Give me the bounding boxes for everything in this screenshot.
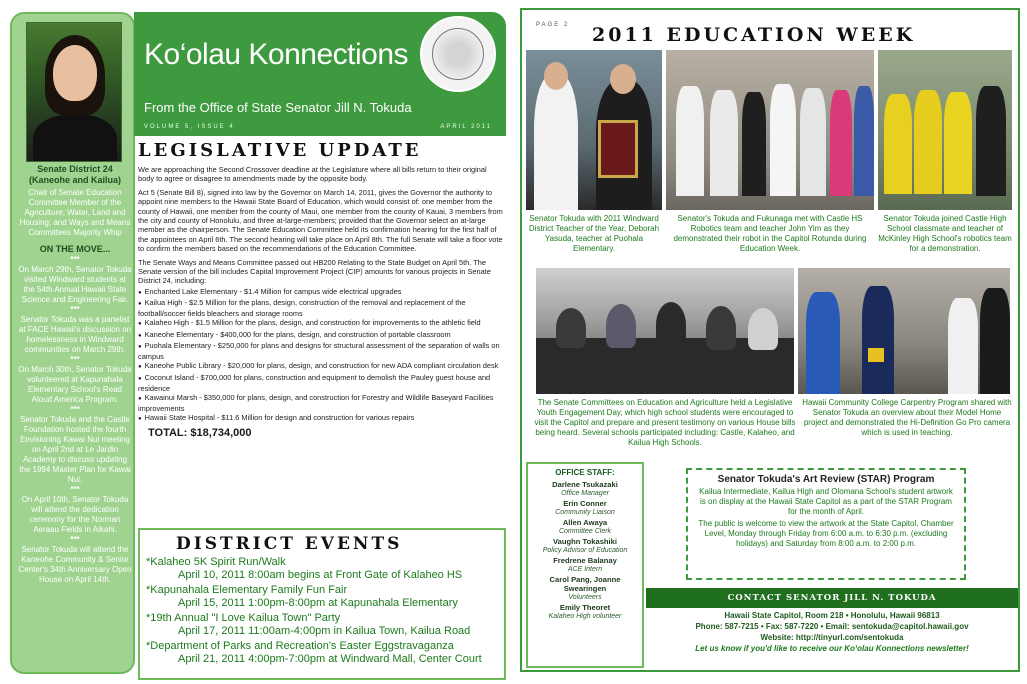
sidebar-item: Senator Tokuda was a panelist at FACE Hawaii's discussion on homelessness in Windward communities on March 29th. <box>18 315 132 354</box>
legislative-update-section <box>138 140 504 439</box>
separator: *** <box>70 355 80 364</box>
star-program-box <box>686 468 966 580</box>
newsletter-page-2 <box>520 8 1020 672</box>
state-seal-icon <box>420 16 496 92</box>
photo-caption: Senator Tokuda with 2011 Windward District Teacher of the Year, Deborah Yasuda, teacher at Puohala Elementary. <box>528 214 660 253</box>
separator: *** <box>70 255 80 264</box>
masthead <box>134 12 506 136</box>
photo-mckinley-robotics <box>878 50 1012 210</box>
separator: *** <box>70 405 80 414</box>
photo-caption: The Senate Committees on Education and Agriculture held a Legislative Youth Engagement Day, which high school students were encouraged to visit the Capitol and prepare and present testimony on various House bills being heard. Several schools participated including: Castle, Kalaheo, and Kailua High Schools. <box>534 398 796 447</box>
separator: *** <box>70 485 80 494</box>
event-date: April 17, 2011 11:00am-4:00pm in Kailua Town, Kailua Road <box>178 625 471 637</box>
event-date: April 15, 2011 1:00pm-8:00pm at Kapunahala Elementary <box>178 597 458 609</box>
sidebar-item: On April 10th, Senator Tokuda will attend the dedication ceremony for the Norman Aeraau Fields in Aikahi. <box>21 495 129 534</box>
separator: *** <box>70 305 80 314</box>
office-staff-heading: OFFICE STAFF: <box>555 468 615 477</box>
sidebar-item: On March 30th, Senator Tokuda volunteered at Kapunahala Elementary School's Read Aloud America Program. <box>18 365 132 404</box>
event-title: *Kapunahala Elementary Family Fun Fair <box>146 584 348 596</box>
event-date: April 10, 2011 8:00am begins at Front Gate of Kalaheo HS <box>178 569 463 581</box>
contact-heading: CONTACT SENATOR JILL N. TOKUDA <box>646 588 1018 608</box>
cip-list <box>138 287 504 425</box>
paragraph: Act 5 (Senate Bill 8), signed into law by the Governor on March 14, 2011, gives the Governor the authority to appoint nine members to the Hawaii State Board of Education, which would consist of: one member from the county of Hawaii, one member from the county of Maui, one member from the county of Kauai, 3 members from the city and county of Honolulu, and three at-large-members; provided that the Governor select an at-large member as the chairperson. The Senate Education Committee held its confirmation hearing for the first half of the appointees on April 6th. The second hearing will take place on April 8th. The full Senate will take a floor vote to confirm the members based on the recommendations of the Education Committee. <box>138 187 503 254</box>
education-week-heading: 2011 EDUCATION WEEK <box>592 24 916 46</box>
paragraph: Kailua Intermediate, Kailua High and Olomana School's student artwork is on display at the Hawaii State Capitol as a part of the STAR Program for the month of April. <box>699 487 953 516</box>
list-item: ● Kailua High - $2.5 Million for the plans, design, construction of the removal and replacement of the football/soccer fields bleachers and storage rooms <box>138 298 504 318</box>
staff-role: Kalaheo High volunteer <box>548 613 622 620</box>
sidebar-item: Senator Tokuda will attend the Kaneohe Community & Senior Center's 34th Anniversary Open House on April 14th. <box>18 545 132 584</box>
district-events-heading: DISTRICT EVENTS <box>176 534 403 554</box>
staff-role: Committee Clerk <box>558 528 612 535</box>
photo-youth-engagement-day <box>536 268 794 394</box>
senator-roles: Chair of Senate Education Committee Member of the Agriculture; Water, Land and Housing; and Ways and Means Committees Majority Whip <box>19 188 131 237</box>
issue-date: APRIL 2011 <box>440 124 492 130</box>
list-item: ● Coconut Island - $700,000 for plans, construction and equipment to demolish the Pauley guest house and residence <box>138 373 504 393</box>
list-item: ● Hawaii State Hospital - $11.6 Million for design and construction for various repairs <box>138 413 504 424</box>
newsletter-title: Ko‘olau Konnections <box>144 38 409 71</box>
photo-robotics-team <box>666 50 874 210</box>
newsletter-note: Let us know if you'd like to receive our Ko‘olau Konnections newsletter! <box>695 644 969 653</box>
staff-name: Emily Theoret <box>559 603 611 612</box>
photo-teacher-of-year <box>526 50 662 210</box>
staff-role: Community Liaison <box>555 509 615 516</box>
district-title: Senate District 24 (Kaneohe and Kailua) <box>28 164 121 185</box>
volume-issue: VOLUME 5, ISSUE 4 <box>144 124 235 130</box>
senator-photo <box>26 22 122 162</box>
on-the-move-heading: ON THE MOVE... <box>39 244 111 254</box>
contact-info <box>646 610 1018 654</box>
cip-total: TOTAL: $18,734,000 <box>148 426 252 439</box>
contact-phone-email: Phone: 587-7215 • Fax: 587-7220 • Email: sentokuda@capitol.hawaii.gov <box>695 622 969 631</box>
list-item: ● Kaneohe Public Library - $20,000 for plans, design, and construction for new ADA compliant circulation desk <box>138 361 504 372</box>
newsletter-page-1 <box>6 8 506 676</box>
paragraph: We are approaching the Second Crossover deadline at the Legislature where all bills return to their original body to agree or disagree to amendments made by the opposite body. <box>138 165 487 184</box>
staff-role: Volunteers <box>568 594 602 601</box>
event-title: *Department of Parks and Recreation's Easter Eggstravaganza <box>146 640 454 652</box>
staff-role: Policy Advisor of Education <box>542 547 628 554</box>
sidebar-item: On March 29th, Senator Tokuda visited Windward students at the 54th Annual Hawaii State Science and Engineering Fair. <box>18 265 132 304</box>
staff-role: Office Manager <box>561 490 609 497</box>
sidebar-item: Senator Tokuda and the Castle Foundation hosted the fourth Envisioning Kawai Nui meeting on April 2nd at Le Jardin Academy to discuss updating the 1994 Master Plan for Kawai Nui. <box>19 415 131 484</box>
list-item: ● Enchanted Lake Elementary - $1.4 Million for campus wide electrical upgrades <box>138 287 504 298</box>
photo-caption: Senator Tokuda joined Castle High School classmate and teacher of McKinley High School's robotics team for a demonstration. <box>878 214 1012 253</box>
office-staff-box <box>526 462 644 668</box>
staff-name: Darlene Tsukazaki <box>552 480 618 489</box>
separator: *** <box>70 535 80 544</box>
photo-caption: Hawaii Community College Carpentry Program shared with Senator Tokuda an overview about their Model Home project and demonstrated the Hi-Definition Go Pro camera which is used in teaching. <box>802 398 1012 437</box>
staff-name: Carol Pang, Joanne Swearingen <box>549 575 621 593</box>
staff-role: ACE Intern <box>567 566 603 573</box>
list-item: ● Kaneohe Elementary - $400,000 for the plans, design, and construction of portable classroom <box>138 330 504 341</box>
paragraph: The Senate Ways and Means Committee passed out HB200 Relating to the State Budget on April 5th. The Senate version of the bill includes Capital Improvement Project (CIP) amounts for various projects in Senate District 24, including: <box>138 257 491 286</box>
staff-name: Erin Conner <box>563 499 607 508</box>
photo-caption: Senator's Tokuda and Fukunaga met with Castle HS Robotics team and teacher John Yim as they demonstrated their robot in the Capitol Rotunda during Education Week. <box>673 214 867 253</box>
list-item: ● Kalaheo High - $1.5 Million for the plans, design, and construction for improvements to the athletic field <box>138 318 504 329</box>
staff-name: Vaughn Tokashiki <box>553 537 617 546</box>
event-title: *Kalaheo 5K Spirit Run/Walk <box>146 556 286 568</box>
district-events-section <box>138 528 506 680</box>
list-item: ● Puohala Elementary - $250,000 for plans and designs for structural assessment of the separation of walls on campus <box>138 341 504 361</box>
contact-website: Website: http://tinyurl.com/sentokuda <box>760 633 904 642</box>
event-date: April 21, 2011 4:00pm-7:00pm at Windward Mall, Center Court <box>178 653 482 665</box>
event-title: *19th Annual "I Love Kailua Town" Party <box>146 612 341 624</box>
legislative-update-heading: LEGISLATIVE UPDATE <box>138 140 422 161</box>
staff-name: Allen Awaya <box>562 518 608 527</box>
sidebar <box>10 12 135 674</box>
page-label: PAGE 2 <box>536 22 570 28</box>
paragraph: The public is welcome to view the artwork at the State Capitol, Chamber Level, Monday through Friday from 6:00 a.m. to 6:30 p.m. (excluding holidays) and Saturday from 8:00 a.m. to 2:00 p.m. <box>698 519 954 548</box>
newsletter-subtitle: From the Office of State Senator Jill N. Tokuda <box>144 100 412 115</box>
staff-name: Fredrene Balanay <box>553 556 617 565</box>
contact-address: Hawaii State Capitol, Room 218 • Honolulu, Hawaii 96813 <box>724 611 940 620</box>
star-program-heading: Senator Tokuda's Art Review (STAR) Program <box>717 474 935 485</box>
photo-carpentry-program <box>798 268 1010 394</box>
list-item: ● Kawainui Marsh - $350,000 for plans, design, and construction for Forestry and Wildlife Baseyard Facilities improvements <box>138 393 504 413</box>
